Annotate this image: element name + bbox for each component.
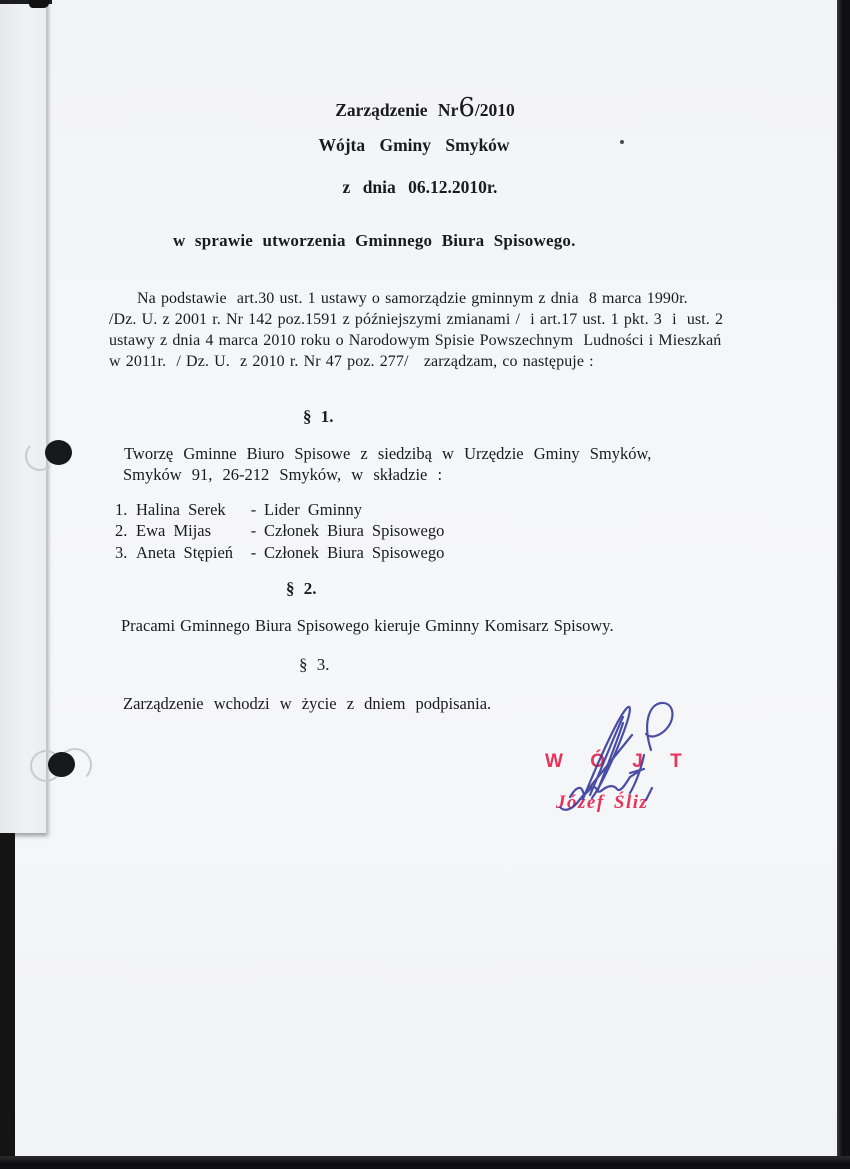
handwritten-signature-ink xyxy=(520,693,685,821)
section-3-heading: § 3. xyxy=(299,655,330,674)
ordinance-number-handwritten: 6 xyxy=(458,93,475,123)
ordinance-title-prefix: Zarządzenie Nr xyxy=(335,100,459,120)
member-role: Lider Gminny xyxy=(264,500,362,519)
member-row xyxy=(115,500,362,520)
section-3-body: Zarządzenie wchodzi w życie z dniem podpisania. xyxy=(123,694,492,713)
member-dash: - xyxy=(250,543,257,562)
preamble-line-3: ustawy z dnia 4 marca 2010 roku o Narodowym Spisie Powszechnym Ludności i Mieszkań xyxy=(109,332,722,349)
member-role: Członek Biura Spisowego xyxy=(264,543,445,562)
date-line: z dnia 06.12.2010r. xyxy=(342,177,498,197)
member-name: Aneta Stępień xyxy=(136,543,234,562)
member-role: Członek Biura Spisowego xyxy=(264,521,445,540)
signature-strokes xyxy=(560,703,672,810)
member-number: 1. xyxy=(115,500,128,519)
section-1-body-line-2: Smyków 91, 26-212 Smyków, w składzie : xyxy=(123,465,443,484)
section-2-body: Pracami Gminnego Biura Spisowego kieruje Gminny Komisarz Spisowy. xyxy=(121,616,614,635)
member-dash: - xyxy=(250,500,257,519)
member-number: 3. xyxy=(115,543,128,562)
section-2-heading: § 2. xyxy=(286,579,317,598)
issuer-line: Wójta Gminy Smyków xyxy=(318,135,510,155)
section-1-body-line-1: Tworzę Gminne Biuro Spisowe z siedzibą w Urzędzie Gminy Smyków, xyxy=(124,444,652,463)
stamp-title-wojt: W Ó J T xyxy=(545,751,693,772)
member-number: 2. xyxy=(115,521,128,540)
member-name: Ewa Mijas xyxy=(136,521,212,540)
member-dash: - xyxy=(250,521,257,540)
preamble-line-2: /Dz. U. z 2001 r. Nr 142 poz.1591 z późniejszymi zmianami / i art.17 ust. 1 pkt. 3 i ust. 2 xyxy=(109,311,724,328)
preamble-line-4: w 2011r. / Dz. U. z 2010 r. Nr 47 poz. 277/ zarządzam, co następuje : xyxy=(109,353,594,370)
member-row xyxy=(115,521,444,541)
ordinance-title-suffix: /2010 xyxy=(474,100,515,120)
ordinance-title xyxy=(0,93,850,123)
subject-line: w sprawie utworzenia Gminnego Biura Spisowego. xyxy=(173,231,576,250)
member-name: Halina Serek xyxy=(136,500,226,519)
stamp-name-jozef-sliz: Józef Śliz xyxy=(556,792,649,813)
preamble-line-1: Na podstawie art.30 ust. 1 ustawy o samorządzie gminnym z dnia 8 marca 1990r. xyxy=(137,290,688,307)
section-1-heading: § 1. xyxy=(303,407,334,426)
member-row xyxy=(115,543,444,563)
